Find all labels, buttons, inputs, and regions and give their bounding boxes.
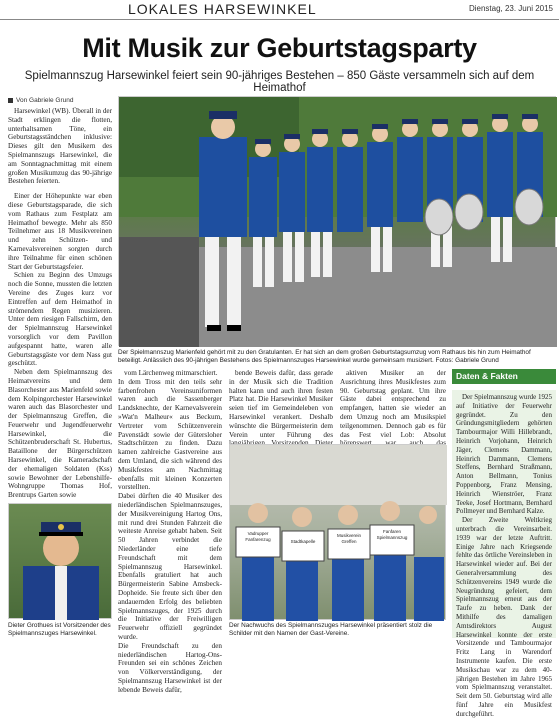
facts-paragraph: Der Spielmannszug wurde 1925 auf Initiative der Feuerwehr gegründet. Zu den Gründungsmitgliedern gehörten Tambourmajor Willi Hillebrandt, Heinrich Vorjohann, Heinrich Jäger, Clemens Dammann, Heinrich Dammann, Clemens Steffens, Bernhard Straßmann, Anton Bellmann, Tonius Poppenborg, Franz Mensing, Heinrich Wienströer, Franz Teeke, Josef Hortmann, Bernhard Pollmeyer und Bernhard Kalze. xyxy=(456,393,553,516)
facts-paragraph: Der Zweite Weltkrieg unterbrach die Vereinsarbeit. 1939 war der letzte Auftritt. Einige Jahre nach Kriegsende fehlte das örtliche Vereinsleben in Harsewinkel wieder auf. Bei der Generalversammlung des Schützenvereins 1949 wurde die Neugründung gefeiert, dem Spielmannszug erneut aus der Taufe zu heben. Dank der Mithilfe des damaligen Amtsdirektors August Harsewinkel konnte der erste Vorsitzende und Tambourmajor Fritz Lang in Warendorf Instrumente kaufen. Die erste Musikschau war zu dem 40-jährigen Bestehen im Jahre 1965 vom Spielmannszug veranstaltet. Seit dem 50. Geburtstag wird alle fünf Jahre ein Musikfest durchgeführt. xyxy=(456,516,552,718)
article-column-2 xyxy=(118,369,222,694)
byline-square-icon xyxy=(8,98,13,103)
article-paragraph: Einer der Höhepunkte war eben diese Geburtstagsparade, die sich vom Rathaus zum Festplatz am Heimathof bewegte. Mehr als 850 Teilnehmer aus 18 Musikvereinen und zehn Schützen- und Karnevalsvereinen sorgten durch ihre Teilnahme für einen schönen Start der Geburtstagsfeier. xyxy=(8,192,112,271)
article-paragraph: bende Beweis dafür, dass gerade in der Musik sich die Tradition halten kann und auch ihren festen Platz hat. Die Harsewinkel Musiker seien tief im Gemeindeleben von Harsewinkel verankert. Deshalb wünschte die Bürgermeisterin dem Verein unter Führung des xyxy=(229,369,333,439)
kids-sign: Vadrupper Fanfarenzug xyxy=(245,531,271,542)
section-title: LOKALES HARSEWINKEL xyxy=(128,1,317,17)
marching-band-illustration xyxy=(119,97,557,347)
page-header xyxy=(0,0,559,20)
portrait-illustration xyxy=(9,504,113,620)
portrait-photo-caption: Dieter Grothues ist Vorsitzender des Spielmannszuges Harsewinkel. xyxy=(8,622,111,637)
main-photo-caption: Der Spielmannszug Marienfeld gehört mit zu den Gratulanten. Er hat sich an dem großen Geburtstagsumzug vom Rathaus bis hin zum Heimathof beteiligt. Anlässlich des 90-jährigen Bestehens des Spielmannszuges Harsewinkel wurde gemeinsam musiziert. Fotos: Gabriele Grund xyxy=(118,349,531,364)
article-column-4 xyxy=(340,369,446,441)
kids-sign: Stadtkapelle xyxy=(290,539,316,544)
byline xyxy=(8,97,73,104)
article-column-3 xyxy=(229,369,333,441)
article-paragraph: Schien zu Beginn des Umzugs noch die Sonne, mussten die letzten Vereine des Zuges kurz vor Eintreffen auf dem Heimathof in strömendem Regen musizieren. Unter dem riesigen Fallschirm, den der Spielmannszug Harsewinkel vorsorglich vor dem Pavillon aufgespannt hatte, waren alle Geburtstagsgäste vor dem Nass gut geschützt. xyxy=(8,271,112,368)
kids-sign: Musikverein Greffen xyxy=(336,533,361,544)
article-paragraph: Neben dem Spielmannszug des Heimatvereins und dem Blasorchester aus Marienfeld sowie dem Kolpingorchester Harsewinkel waren auch das Blasorchester und der Spielmannszug Greffen, die Feuerwehr und Jugendfeuerwehr Harsewinkel, die Schützenbruderschaft St. Hubertus, Bataillone der Bürgerschützen Harsewinkel, die Kameradschaft der ehemaligen Soldaten (Kss) sowie Bewohner der Lebenshilfe-Wohngruppe Thomas Hof, Brentrups Garten sowie xyxy=(8,368,112,500)
byline-text: Von Gabriele Grund xyxy=(16,97,74,104)
article-paragraph: Harsewinkel (WB). Überall in der Stadt erklingen die flotten, unterhaltsamen Töne, ein Geburtstagsständchen inklusive: Dieses gilt den Musikern des Spielmannszugs Harsewinkel, die am Sonntagnachmittag mit einem großen Musikumzug das 90-jährige Bestehen feierten. xyxy=(8,107,112,186)
main-photo xyxy=(118,96,556,346)
article-paragraph: aktiven Musiker an der Ausrichtung ihres Musikfestes zum 90. Geburtstag geplant. Um ihre Gäste dabei entsprechend zu empfangen, hatten sie wieder an dem Umzug noch am Musikspiel teilgenommen. Dennoch gab es für das Fest viel Lob: Absolut xyxy=(340,369,446,439)
facts-box-title: Daten & Fakten xyxy=(452,369,556,384)
kids-photo xyxy=(229,444,446,620)
headline: Mit Musik zur Geburtstagsparty xyxy=(82,33,477,63)
kids-sign: Fanfaren Spielmannszug xyxy=(376,529,408,540)
facts-box xyxy=(452,390,556,718)
kids-photo-caption: Der Nachwuchs des Spielmannszuges Harsewinkel präsentiert stolz die Schilder mit den Namen der Gast-Vereine. xyxy=(229,622,433,637)
article-paragraph: vom Lärchenweg mitmarschiert. In dem Tross mit den teils sehr farbenfrohen Vereinsuniformen waren auch die Sassenberger Landsknechte, der Karnevalsverein »Wat'n Malheur« aus Beckum, Vertreter vom Schützenverein Pavenstädt sowie der Gütersloher Stadtschützen zu finden. Dazu kamen zahlreiche Gastvereine aus dem Umland, die sich während des Musikfestes am Nachmittag ebenfalls mit kleinen Konzerten vorstellten. Dabei dürften die 40 Musiker des niederländischen Spielmannszuges, der Musikvereinigung Hartog Ons, mit rund drei Stunden Fahrzeit die weiteste Anreise gehabt haben. Seit 50 Jahren verbindet die Niederländer eine tiefe Freundschaft mit dem Spielmannszug Harsewinkel. Ebenfalls gratuliert hat auch Bürgermeisterin Sabine Amsbeck-Dopheide. Sie freute sich über den andauernden Erfolg des beliebten Spielmannszuges, der 1925 durch die Initiative der Freiwilligen Feuerwehr offiziell gegründet wurde. Die Freundschaft zu den niederländischen Hartog-Ons-Freunden sei ein schönes Zeichen von Völkerverständigung, der Spielmannszug Harsewinkel ist der lebende Beweis dafür, xyxy=(118,369,222,694)
subheadline: Spielmannszug Harsewinkel feiert sein 90-jähriges Bestehen – 850 Gäste versammeln sich auf dem Heimathof xyxy=(24,70,535,94)
portrait-photo xyxy=(8,503,112,619)
issue-date: Dienstag, 23. Juni 2015 xyxy=(468,4,553,13)
article-column-1 xyxy=(8,107,112,499)
